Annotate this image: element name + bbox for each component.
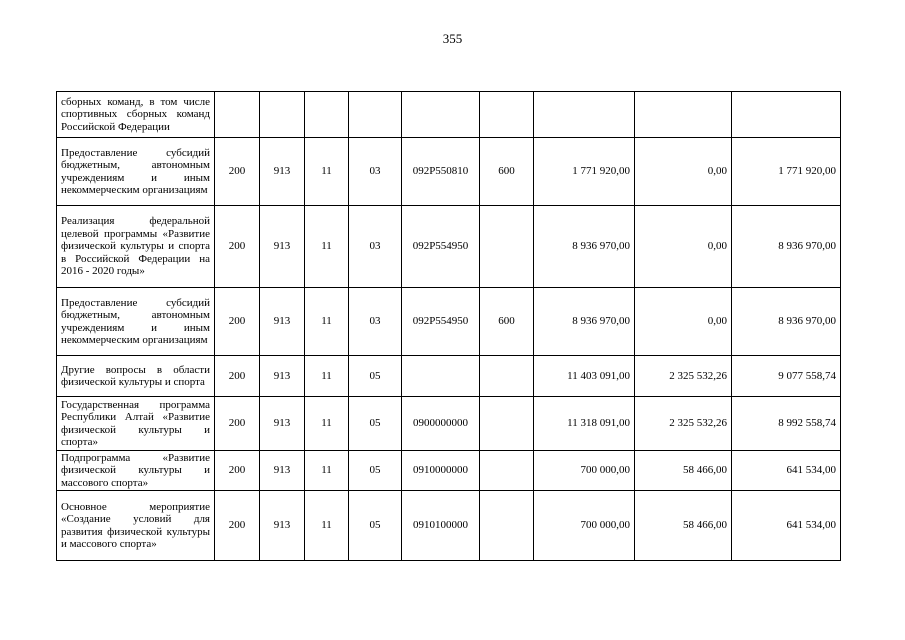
table-row xyxy=(57,288,841,356)
planned-amount: 8 936 970,00 xyxy=(534,288,635,356)
section-code: 11 xyxy=(305,206,349,288)
table-row xyxy=(57,397,841,451)
row-name: сборных команд, в том числе спортивных сборных команд Российской Федерации xyxy=(57,92,215,138)
admin-code: 200 xyxy=(215,356,260,397)
executed-amount: 2 325 532,26 xyxy=(635,356,732,397)
expense-type-code xyxy=(480,451,534,491)
ministry-code: 913 xyxy=(260,356,305,397)
table-row xyxy=(57,206,841,288)
target-article-code: 0900000000 xyxy=(402,397,480,451)
expense-type-code: 600 xyxy=(480,288,534,356)
expense-type-code xyxy=(480,491,534,561)
subsection-code xyxy=(349,92,402,138)
table-row xyxy=(57,491,841,561)
remaining-amount xyxy=(732,92,841,138)
section-code: 11 xyxy=(305,138,349,206)
expense-type-code xyxy=(480,206,534,288)
planned-amount: 700 000,00 xyxy=(534,451,635,491)
expense-type-code xyxy=(480,92,534,138)
row-name: Другие вопросы в области физической культуры и спорта xyxy=(57,356,215,397)
page-number: 355 xyxy=(442,31,463,46)
row-name: Реализация федеральной целевой программы «Развитие физической культуры и спорта в Российской Федерации на 2016 - 2020 годы» xyxy=(57,206,215,288)
remaining-amount: 1 771 920,00 xyxy=(732,138,841,206)
admin-code: 200 xyxy=(215,397,260,451)
remaining-amount: 8 992 558,74 xyxy=(732,397,841,451)
executed-amount: 0,00 xyxy=(635,206,732,288)
section-code: 11 xyxy=(305,356,349,397)
section-code: 11 xyxy=(305,397,349,451)
target-article-code: 0910000000 xyxy=(402,451,480,491)
planned-amount: 11 318 091,00 xyxy=(534,397,635,451)
section-code: 11 xyxy=(305,288,349,356)
expense-type-code xyxy=(480,397,534,451)
target-article-code: 092P554950 xyxy=(402,206,480,288)
subsection-code: 05 xyxy=(349,451,402,491)
planned-amount xyxy=(534,92,635,138)
table-row xyxy=(57,451,841,491)
planned-amount: 8 936 970,00 xyxy=(534,206,635,288)
expense-type-code xyxy=(480,356,534,397)
ministry-code: 913 xyxy=(260,491,305,561)
executed-amount: 0,00 xyxy=(635,288,732,356)
target-article-code xyxy=(402,356,480,397)
table-row xyxy=(57,356,841,397)
row-name: Государственная программа Республики Алтай «Развитие физической культуры и спорта» xyxy=(57,397,215,451)
ministry-code xyxy=(260,92,305,138)
target-article-code xyxy=(402,92,480,138)
subsection-code: 05 xyxy=(349,397,402,451)
admin-code xyxy=(215,92,260,138)
executed-amount xyxy=(635,92,732,138)
row-name: Основное мероприятие «Создание условий для развития физической культуры и массового спорта» xyxy=(57,491,215,561)
admin-code: 200 xyxy=(215,206,260,288)
subsection-code: 03 xyxy=(349,288,402,356)
budget-table xyxy=(56,91,841,561)
target-article-code: 092P554950 xyxy=(402,288,480,356)
remaining-amount: 8 936 970,00 xyxy=(732,206,841,288)
row-name: Предоставление субсидий бюджетным, автономным учреждениям и иным некоммерческим организациям xyxy=(57,288,215,356)
planned-amount: 11 403 091,00 xyxy=(534,356,635,397)
subsection-code: 03 xyxy=(349,206,402,288)
subsection-code: 05 xyxy=(349,491,402,561)
row-name: Предоставление субсидий бюджетным, автономным учреждениям и иным некоммерческим организациям xyxy=(57,138,215,206)
section-code: 11 xyxy=(305,491,349,561)
remaining-amount: 9 077 558,74 xyxy=(732,356,841,397)
admin-code: 200 xyxy=(215,138,260,206)
section-code xyxy=(305,92,349,138)
table-row xyxy=(57,92,841,138)
row-name: Подпрограмма «Развитие физической культуры и массового спорта» xyxy=(57,451,215,491)
target-article-code: 0910100000 xyxy=(402,491,480,561)
admin-code: 200 xyxy=(215,288,260,356)
executed-amount: 2 325 532,26 xyxy=(635,397,732,451)
ministry-code: 913 xyxy=(260,288,305,356)
admin-code: 200 xyxy=(215,451,260,491)
admin-code: 200 xyxy=(215,491,260,561)
remaining-amount: 641 534,00 xyxy=(732,491,841,561)
executed-amount: 58 466,00 xyxy=(635,451,732,491)
target-article-code: 092P550810 xyxy=(402,138,480,206)
table-row xyxy=(57,138,841,206)
executed-amount: 0,00 xyxy=(635,138,732,206)
subsection-code: 05 xyxy=(349,356,402,397)
planned-amount: 1 771 920,00 xyxy=(534,138,635,206)
planned-amount: 700 000,00 xyxy=(534,491,635,561)
ministry-code: 913 xyxy=(260,206,305,288)
remaining-amount: 8 936 970,00 xyxy=(732,288,841,356)
executed-amount: 58 466,00 xyxy=(635,491,732,561)
expense-type-code: 600 xyxy=(480,138,534,206)
ministry-code: 913 xyxy=(260,138,305,206)
ministry-code: 913 xyxy=(260,451,305,491)
remaining-amount: 641 534,00 xyxy=(732,451,841,491)
section-code: 11 xyxy=(305,451,349,491)
subsection-code: 03 xyxy=(349,138,402,206)
ministry-code: 913 xyxy=(260,397,305,451)
